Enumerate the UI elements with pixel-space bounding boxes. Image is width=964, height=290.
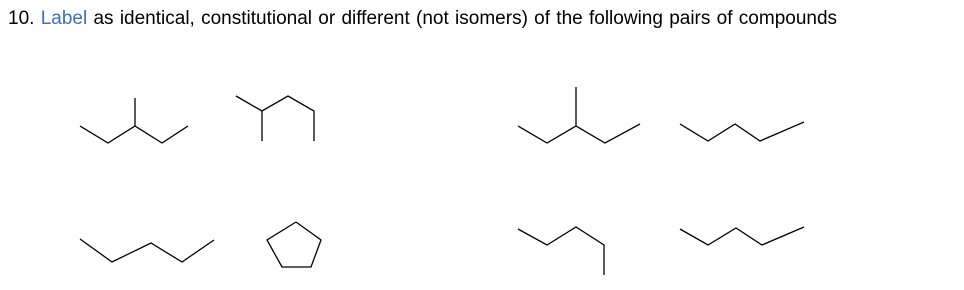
- pair-4-right-structure: [680, 227, 804, 245]
- pair-2-left-structure: [518, 87, 640, 143]
- pair-1: [80, 96, 314, 143]
- pair-4-left-structure: [518, 227, 604, 275]
- pair-3-right-structure: [267, 222, 321, 267]
- question-number: 10.: [8, 8, 35, 29]
- pair-3: [80, 222, 321, 267]
- pair-1-right-structure: [236, 96, 314, 141]
- question-body: as identical, constitutional or different (not isomers) of the following pairs of: [93, 8, 733, 29]
- pair-4: [518, 227, 804, 275]
- pair-2: [518, 87, 804, 143]
- pair-2-right-structure: [680, 122, 804, 141]
- pair-3-left-structure: [80, 239, 214, 262]
- question-keyword: Label: [40, 8, 88, 29]
- pair-1-left-structure: [80, 98, 188, 143]
- question-body-end: compounds: [738, 8, 838, 29]
